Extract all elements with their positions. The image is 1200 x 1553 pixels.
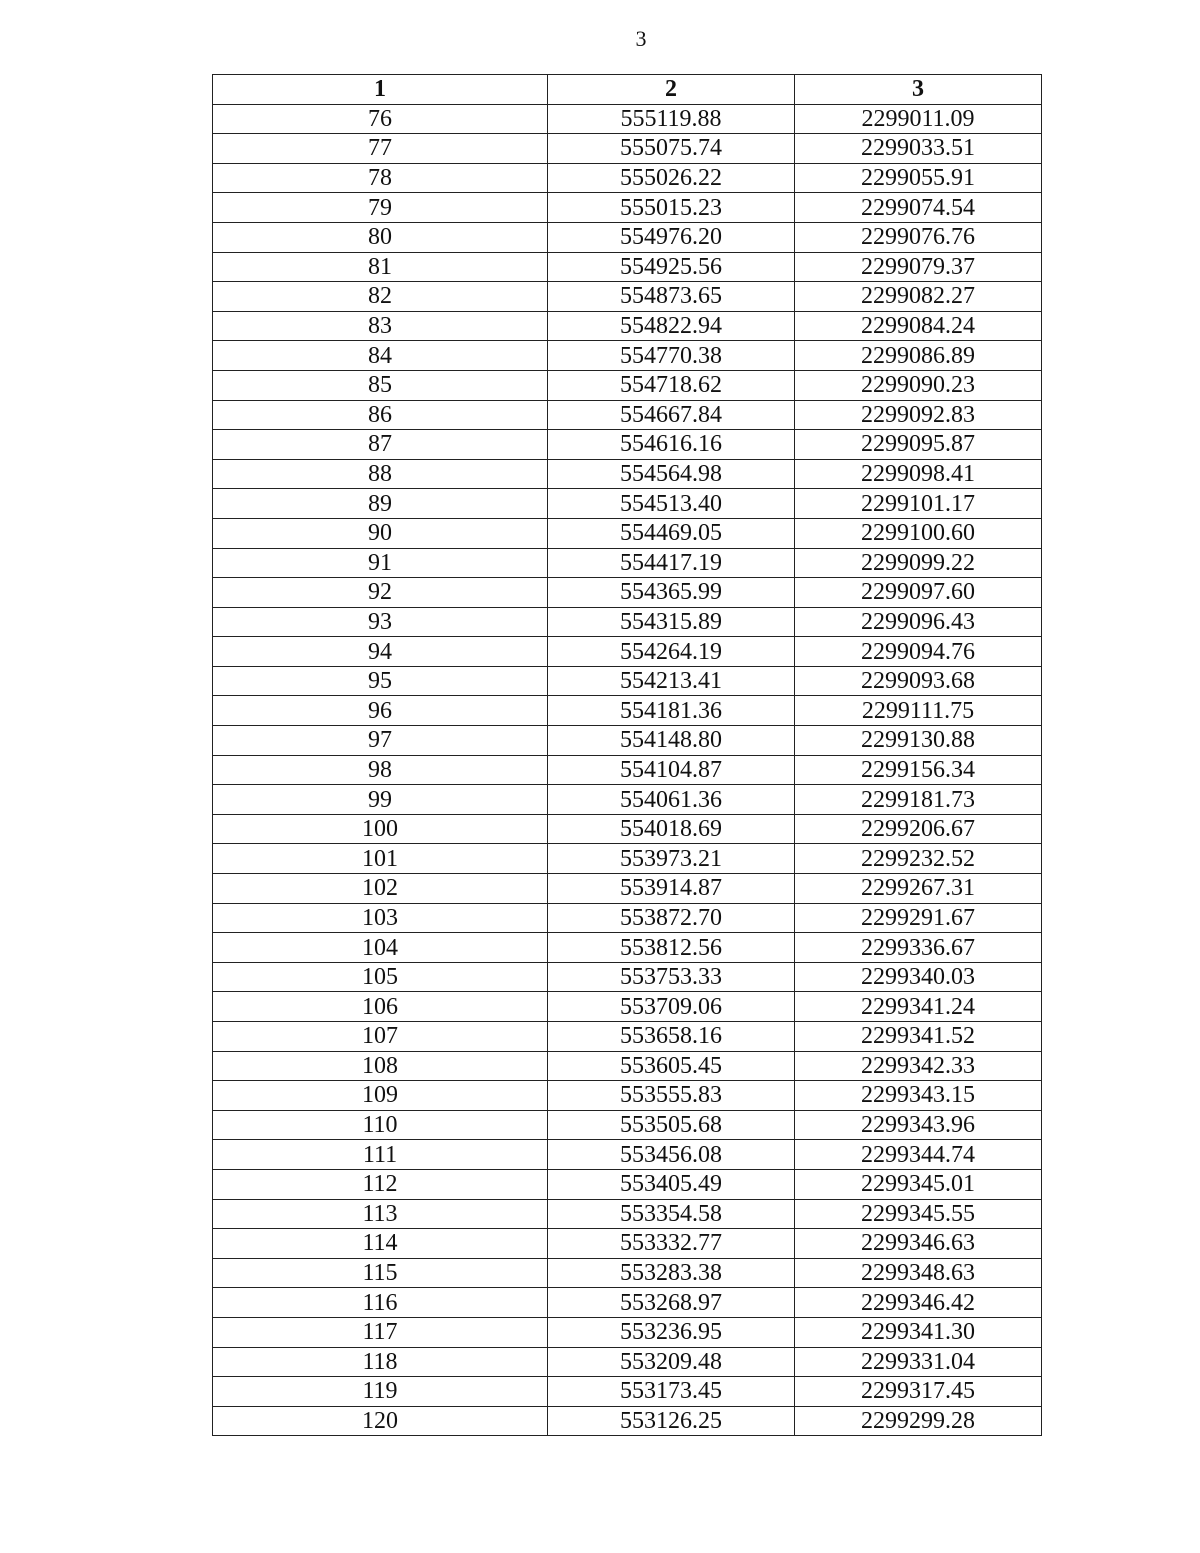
x-coordinate-cell: 553973.21 xyxy=(548,844,795,874)
x-coordinate-cell: 554181.36 xyxy=(548,696,795,726)
x-coordinate-cell: 554976.20 xyxy=(548,222,795,252)
table-row xyxy=(213,459,1042,489)
point-number-cell: 110 xyxy=(213,1110,548,1140)
point-number-cell: 105 xyxy=(213,962,548,992)
point-number-cell: 84 xyxy=(213,341,548,371)
table-row xyxy=(213,1377,1042,1407)
x-coordinate-cell: 553456.08 xyxy=(548,1140,795,1170)
y-coordinate-cell: 2299348.63 xyxy=(795,1258,1042,1288)
table-row xyxy=(213,311,1042,341)
y-coordinate-cell: 2299084.24 xyxy=(795,311,1042,341)
y-coordinate-cell: 2299341.30 xyxy=(795,1317,1042,1347)
x-coordinate-cell: 555119.88 xyxy=(548,104,795,134)
x-coordinate-cell: 553709.06 xyxy=(548,992,795,1022)
y-coordinate-cell: 2299331.04 xyxy=(795,1347,1042,1377)
table-row xyxy=(213,666,1042,696)
table-row xyxy=(213,962,1042,992)
y-coordinate-cell: 2299267.31 xyxy=(795,874,1042,904)
x-coordinate-cell: 553283.38 xyxy=(548,1258,795,1288)
point-number-cell: 106 xyxy=(213,992,548,1022)
point-number-cell: 80 xyxy=(213,222,548,252)
x-coordinate-cell: 553268.97 xyxy=(548,1288,795,1318)
table-row xyxy=(213,903,1042,933)
point-number-cell: 100 xyxy=(213,814,548,844)
y-coordinate-cell: 2299156.34 xyxy=(795,755,1042,785)
table-row xyxy=(213,1022,1042,1052)
table-body xyxy=(213,104,1042,1436)
point-number-cell: 81 xyxy=(213,252,548,282)
table-row xyxy=(213,696,1042,726)
y-coordinate-cell: 2299345.55 xyxy=(795,1199,1042,1229)
x-coordinate-cell: 553173.45 xyxy=(548,1377,795,1407)
table-row xyxy=(213,134,1042,164)
point-number-cell: 87 xyxy=(213,430,548,460)
coordinates-table xyxy=(212,74,1042,1436)
point-number-cell: 96 xyxy=(213,696,548,726)
x-coordinate-cell: 554667.84 xyxy=(548,400,795,430)
y-coordinate-cell: 2299055.91 xyxy=(795,163,1042,193)
x-coordinate-cell: 554315.89 xyxy=(548,607,795,637)
point-number-cell: 108 xyxy=(213,1051,548,1081)
point-number-cell: 85 xyxy=(213,370,548,400)
point-number-cell: 89 xyxy=(213,489,548,519)
point-number-cell: 78 xyxy=(213,163,548,193)
point-number-cell: 112 xyxy=(213,1169,548,1199)
y-coordinate-cell: 2299206.67 xyxy=(795,814,1042,844)
table-row xyxy=(213,222,1042,252)
y-coordinate-cell: 2299345.01 xyxy=(795,1169,1042,1199)
table-row xyxy=(213,874,1042,904)
point-number-cell: 91 xyxy=(213,548,548,578)
x-coordinate-cell: 554213.41 xyxy=(548,666,795,696)
x-coordinate-cell: 554564.98 xyxy=(548,459,795,489)
table-row xyxy=(213,1140,1042,1170)
point-number-cell: 118 xyxy=(213,1347,548,1377)
point-number-cell: 107 xyxy=(213,1022,548,1052)
y-coordinate-cell: 2299011.09 xyxy=(795,104,1042,134)
point-number-cell: 113 xyxy=(213,1199,548,1229)
y-coordinate-cell: 2299130.88 xyxy=(795,726,1042,756)
table-row xyxy=(213,992,1042,1022)
table-row xyxy=(213,548,1042,578)
table-row xyxy=(213,1229,1042,1259)
x-coordinate-cell: 554513.40 xyxy=(548,489,795,519)
x-coordinate-cell: 553405.49 xyxy=(548,1169,795,1199)
table-header-row xyxy=(213,75,1042,105)
y-coordinate-cell: 2299341.24 xyxy=(795,992,1042,1022)
table-row xyxy=(213,1169,1042,1199)
y-coordinate-cell: 2299317.45 xyxy=(795,1377,1042,1407)
column-header-3: 3 xyxy=(795,75,1042,105)
point-number-cell: 109 xyxy=(213,1081,548,1111)
y-coordinate-cell: 2299074.54 xyxy=(795,193,1042,223)
point-number-cell: 117 xyxy=(213,1317,548,1347)
point-number-cell: 97 xyxy=(213,726,548,756)
x-coordinate-cell: 554770.38 xyxy=(548,341,795,371)
y-coordinate-cell: 2299232.52 xyxy=(795,844,1042,874)
x-coordinate-cell: 553332.77 xyxy=(548,1229,795,1259)
table-row xyxy=(213,1051,1042,1081)
table-row xyxy=(213,430,1042,460)
y-coordinate-cell: 2299096.43 xyxy=(795,607,1042,637)
point-number-cell: 120 xyxy=(213,1406,548,1436)
x-coordinate-cell: 553354.58 xyxy=(548,1199,795,1229)
point-number-cell: 104 xyxy=(213,933,548,963)
point-number-cell: 88 xyxy=(213,459,548,489)
x-coordinate-cell: 553236.95 xyxy=(548,1317,795,1347)
y-coordinate-cell: 2299092.83 xyxy=(795,400,1042,430)
x-coordinate-cell: 553914.87 xyxy=(548,874,795,904)
table-row xyxy=(213,607,1042,637)
y-coordinate-cell: 2299340.03 xyxy=(795,962,1042,992)
x-coordinate-cell: 554469.05 xyxy=(548,518,795,548)
x-coordinate-cell: 553126.25 xyxy=(548,1406,795,1436)
x-coordinate-cell: 554718.62 xyxy=(548,370,795,400)
table-row xyxy=(213,933,1042,963)
y-coordinate-cell: 2299101.17 xyxy=(795,489,1042,519)
y-coordinate-cell: 2299346.63 xyxy=(795,1229,1042,1259)
x-coordinate-cell: 554018.69 xyxy=(548,814,795,844)
y-coordinate-cell: 2299111.75 xyxy=(795,696,1042,726)
column-header-1: 1 xyxy=(213,75,548,105)
y-coordinate-cell: 2299094.76 xyxy=(795,637,1042,667)
x-coordinate-cell: 554104.87 xyxy=(548,755,795,785)
table-row xyxy=(213,518,1042,548)
y-coordinate-cell: 2299346.42 xyxy=(795,1288,1042,1318)
table-row xyxy=(213,578,1042,608)
y-coordinate-cell: 2299343.96 xyxy=(795,1110,1042,1140)
table-row xyxy=(213,282,1042,312)
table-row xyxy=(213,844,1042,874)
y-coordinate-cell: 2299086.89 xyxy=(795,341,1042,371)
y-coordinate-cell: 2299090.23 xyxy=(795,370,1042,400)
y-coordinate-cell: 2299097.60 xyxy=(795,578,1042,608)
y-coordinate-cell: 2299093.68 xyxy=(795,666,1042,696)
point-number-cell: 101 xyxy=(213,844,548,874)
x-coordinate-cell: 555075.74 xyxy=(548,134,795,164)
x-coordinate-cell: 554264.19 xyxy=(548,637,795,667)
table-row xyxy=(213,400,1042,430)
y-coordinate-cell: 2299098.41 xyxy=(795,459,1042,489)
table-row xyxy=(213,814,1042,844)
point-number-cell: 114 xyxy=(213,1229,548,1259)
x-coordinate-cell: 553812.56 xyxy=(548,933,795,963)
table-row xyxy=(213,489,1042,519)
table-row xyxy=(213,193,1042,223)
table-row xyxy=(213,785,1042,815)
point-number-cell: 102 xyxy=(213,874,548,904)
point-number-cell: 116 xyxy=(213,1288,548,1318)
y-coordinate-cell: 2299095.87 xyxy=(795,430,1042,460)
point-number-cell: 86 xyxy=(213,400,548,430)
table-row xyxy=(213,1347,1042,1377)
point-number-cell: 93 xyxy=(213,607,548,637)
point-number-cell: 83 xyxy=(213,311,548,341)
table-row xyxy=(213,104,1042,134)
point-number-cell: 94 xyxy=(213,637,548,667)
point-number-cell: 82 xyxy=(213,282,548,312)
x-coordinate-cell: 553753.33 xyxy=(548,962,795,992)
table-row xyxy=(213,341,1042,371)
y-coordinate-cell: 2299342.33 xyxy=(795,1051,1042,1081)
table-row xyxy=(213,163,1042,193)
x-coordinate-cell: 553505.68 xyxy=(548,1110,795,1140)
point-number-cell: 79 xyxy=(213,193,548,223)
table-row xyxy=(213,1199,1042,1229)
y-coordinate-cell: 2299344.74 xyxy=(795,1140,1042,1170)
y-coordinate-cell: 2299079.37 xyxy=(795,252,1042,282)
table-row xyxy=(213,637,1042,667)
point-number-cell: 92 xyxy=(213,578,548,608)
table-row xyxy=(213,1406,1042,1436)
x-coordinate-cell: 554417.19 xyxy=(548,548,795,578)
x-coordinate-cell: 553658.16 xyxy=(548,1022,795,1052)
x-coordinate-cell: 553555.83 xyxy=(548,1081,795,1111)
point-number-cell: 111 xyxy=(213,1140,548,1170)
table-row xyxy=(213,1317,1042,1347)
x-coordinate-cell: 555015.23 xyxy=(548,193,795,223)
x-coordinate-cell: 553605.45 xyxy=(548,1051,795,1081)
table-row xyxy=(213,1258,1042,1288)
x-coordinate-cell: 554365.99 xyxy=(548,578,795,608)
table-row xyxy=(213,1110,1042,1140)
table-row xyxy=(213,252,1042,282)
x-coordinate-cell: 554616.16 xyxy=(548,430,795,460)
y-coordinate-cell: 2299336.67 xyxy=(795,933,1042,963)
y-coordinate-cell: 2299291.67 xyxy=(795,903,1042,933)
column-header-2: 2 xyxy=(548,75,795,105)
table-row xyxy=(213,370,1042,400)
point-number-cell: 98 xyxy=(213,755,548,785)
x-coordinate-cell: 554061.36 xyxy=(548,785,795,815)
point-number-cell: 103 xyxy=(213,903,548,933)
point-number-cell: 95 xyxy=(213,666,548,696)
y-coordinate-cell: 2299033.51 xyxy=(795,134,1042,164)
table-row xyxy=(213,1081,1042,1111)
table-row xyxy=(213,1288,1042,1318)
y-coordinate-cell: 2299299.28 xyxy=(795,1406,1042,1436)
table-row xyxy=(213,755,1042,785)
y-coordinate-cell: 2299099.22 xyxy=(795,548,1042,578)
y-coordinate-cell: 2299082.27 xyxy=(795,282,1042,312)
page-number: 3 xyxy=(635,26,647,51)
point-number-cell: 76 xyxy=(213,104,548,134)
y-coordinate-cell: 2299181.73 xyxy=(795,785,1042,815)
x-coordinate-cell: 554873.65 xyxy=(548,282,795,312)
point-number-cell: 77 xyxy=(213,134,548,164)
y-coordinate-cell: 2299343.15 xyxy=(795,1081,1042,1111)
x-coordinate-cell: 553872.70 xyxy=(548,903,795,933)
y-coordinate-cell: 2299100.60 xyxy=(795,518,1042,548)
x-coordinate-cell: 553209.48 xyxy=(548,1347,795,1377)
x-coordinate-cell: 554822.94 xyxy=(548,311,795,341)
point-number-cell: 99 xyxy=(213,785,548,815)
point-number-cell: 115 xyxy=(213,1258,548,1288)
x-coordinate-cell: 554148.80 xyxy=(548,726,795,756)
table-row xyxy=(213,726,1042,756)
y-coordinate-cell: 2299341.52 xyxy=(795,1022,1042,1052)
x-coordinate-cell: 555026.22 xyxy=(548,163,795,193)
x-coordinate-cell: 554925.56 xyxy=(548,252,795,282)
point-number-cell: 90 xyxy=(213,518,548,548)
y-coordinate-cell: 2299076.76 xyxy=(795,222,1042,252)
point-number-cell: 119 xyxy=(213,1377,548,1407)
